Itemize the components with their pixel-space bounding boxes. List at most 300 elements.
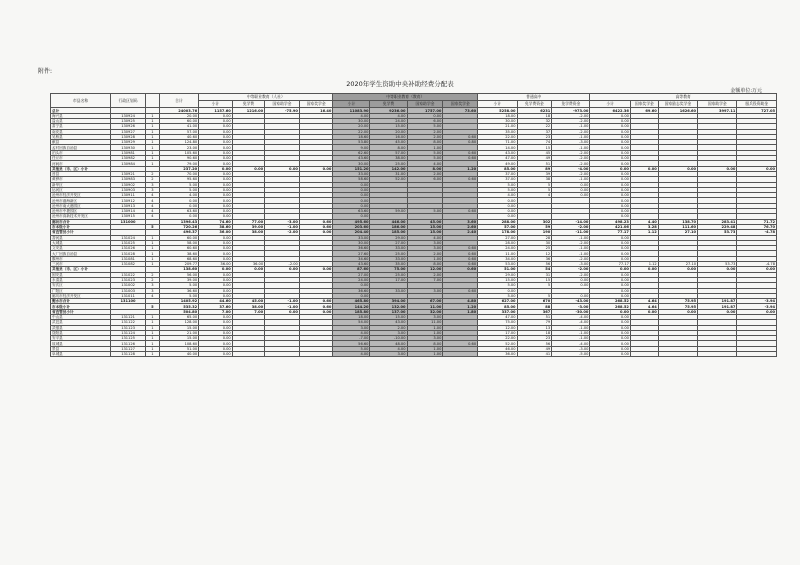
table-cell: 24.00: [370, 119, 407, 124]
table-cell: 0.00: [299, 267, 333, 272]
table-cell: 0.00: [232, 166, 264, 171]
table-cell: -75.90: [265, 108, 300, 113]
header-code: 行政区划码: [111, 94, 146, 108]
table-cell: 1: [145, 352, 159, 357]
table-cell: 运河区: [51, 187, 111, 192]
table-cell: 36.60: [333, 288, 370, 293]
table-cell: 6.00: [407, 119, 443, 124]
table-cell: 1: [145, 145, 159, 150]
table-cell: 0.60: [443, 288, 478, 293]
table-cell: 15: [517, 277, 552, 282]
table-cell: 0.00: [658, 309, 697, 314]
table-cell: -1.00: [552, 330, 590, 335]
table-cell: 1: [145, 256, 159, 261]
table-cell: 130915: [111, 214, 146, 219]
table-cell: 130914: [111, 209, 146, 214]
table-cell: 130984: [111, 161, 146, 166]
table-cell: 0.00: [590, 246, 631, 251]
table-cell: 18.00: [478, 113, 517, 118]
table-cell: 131003: [111, 288, 146, 293]
table-cell: -1.00: [552, 246, 590, 251]
table-cell: 0.00: [159, 203, 198, 208]
table-cell: 49: [517, 346, 552, 351]
table-cell: 献县: [51, 140, 111, 145]
table-cell: 1405.92: [159, 299, 198, 304]
table-cell: 5: [517, 187, 552, 192]
table-cell: 31: [517, 272, 552, 277]
table-cell: 15: [517, 145, 552, 150]
table-cell: 0.00: [199, 198, 233, 203]
table-cell: 41.00: [159, 124, 198, 129]
table-cell: 191.87: [698, 299, 737, 304]
table-cell: 5.00: [407, 156, 443, 161]
table-cell: 40.00: [159, 352, 198, 357]
table-cell: 0.00: [199, 124, 233, 129]
table-cell: 安次区: [51, 283, 111, 288]
table-cell: 76.70: [737, 224, 777, 229]
table-cell: 0.00: [630, 166, 658, 171]
table-cell: 504.80: [159, 309, 198, 314]
table-cell: 2.00: [407, 134, 443, 139]
table-cell: 1: [145, 150, 159, 155]
table-cell: 0.00: [737, 267, 777, 272]
table-cell: 22.00: [478, 336, 517, 341]
table-cell: 43.00: [478, 150, 517, 155]
table-cell: 36.00: [232, 262, 264, 267]
table-cell: 7.00: [407, 277, 443, 282]
table-cell: 68.60: [159, 256, 198, 261]
table-cell: 安平县: [51, 336, 111, 341]
table-cell: -10.00: [370, 336, 407, 341]
table-cell: 0.00: [590, 267, 631, 272]
table-cell: 95.60: [159, 177, 198, 182]
table-cell: 237.20: [159, 166, 198, 171]
table-cell: 30.00: [333, 240, 370, 245]
table-cell: 130921: [111, 171, 146, 176]
table-cell: 130983: [111, 177, 146, 182]
table-cell: 7.00: [232, 309, 264, 314]
table-cell: 18.60: [333, 134, 370, 139]
table-cell: 1.00: [407, 330, 443, 335]
table-cell: 0.00: [590, 134, 631, 139]
table-cell: 2.00: [407, 129, 443, 134]
table-cell: [299, 352, 333, 357]
table-cell: 1396.43: [159, 219, 198, 224]
table-cell: 4.64: [630, 304, 658, 309]
table-cell: 0.00: [199, 246, 233, 251]
table-cell: 15.00: [407, 224, 443, 229]
table-cell: 25: [517, 246, 552, 251]
table-cell: 0.00: [199, 235, 233, 240]
header-sub-9: 小计: [478, 101, 517, 108]
table-cell: 63.60: [333, 209, 370, 214]
table-cell: 25.00: [370, 161, 407, 166]
table-cell: 3.00: [407, 314, 443, 319]
table-cell: 75.00: [478, 320, 517, 325]
table-cell: 5.00: [478, 187, 517, 192]
table-cell: 0.00: [590, 293, 631, 298]
table-cell: 11.00: [407, 320, 443, 325]
table-cell: 晋县: [51, 171, 111, 176]
table-cell: -4.00: [552, 166, 590, 171]
table-cell: 130925: [111, 119, 146, 124]
table-cell: -2.00: [552, 113, 590, 118]
table-cell: -4.78: [737, 230, 777, 235]
table-cell: 44.60: [199, 299, 233, 304]
table-cell: 12.00: [407, 267, 443, 272]
table-cell: 1216.00: [232, 108, 264, 113]
table-cell: 22.00: [333, 129, 370, 134]
table-cell: 67.00: [407, 299, 443, 304]
table-cell: 廊坊市合计: [51, 219, 111, 224]
header-sub-6: 免学费: [370, 101, 407, 108]
table-cell: 32: [517, 119, 552, 124]
header-sub-7: 国家助学金: [407, 101, 443, 108]
table-cell: 38.00: [232, 304, 264, 309]
table-cell: 21.00: [159, 330, 198, 335]
table-cell: 0.60: [299, 299, 333, 304]
table-cell: -1.00: [552, 145, 590, 150]
table-cell: 18: [517, 113, 552, 118]
header-sub-15: 国家助学金: [698, 101, 737, 108]
table-cell: 1: [145, 134, 159, 139]
table-cell: -3.94: [737, 299, 777, 304]
table-cell: 0.00: [590, 140, 631, 145]
table-cell: -2.00: [552, 171, 590, 176]
table-cell: 498.23: [590, 219, 631, 224]
table-cell: 22: [517, 124, 552, 129]
table-cell: 130912: [111, 198, 146, 203]
table-cell: 0.00: [199, 272, 233, 277]
table-cell: 1: [145, 129, 159, 134]
table-cell: 11.00: [407, 304, 443, 309]
table-cell: 0.00: [199, 283, 233, 288]
table-cell: 0.00: [590, 171, 631, 176]
table-cell: 57.00: [478, 224, 517, 229]
table-cell: 0.00: [590, 198, 631, 203]
table-cell: -1.00: [552, 134, 590, 139]
table-cell: 59.00: [370, 209, 407, 214]
table-cell: 5.00: [407, 209, 443, 214]
table-cell: 5: [517, 293, 552, 298]
table-cell: 178.00: [478, 230, 517, 235]
table-cell: [265, 352, 300, 357]
table-cell: -14.00: [552, 219, 590, 224]
table-cell: 186.00: [370, 224, 407, 229]
table-cell: 24003.76: [159, 108, 198, 113]
attachment-label: 附件:: [38, 68, 53, 75]
table-cell: 0.00: [698, 166, 737, 171]
table-cell: 27.10: [658, 262, 697, 267]
table-cell: 45.00: [370, 140, 407, 145]
table-cell: 4.40: [630, 219, 658, 224]
table-cell: 33.00: [333, 235, 370, 240]
table-cell: 0.00: [478, 214, 517, 219]
table-cell: -2.00: [552, 224, 590, 229]
table-cell: -4.78: [737, 262, 777, 267]
table-cell: 0.00: [299, 309, 333, 314]
table-cell: 1.00: [407, 352, 443, 357]
table-cell: 38.00: [370, 156, 407, 161]
table-cell: 3.00: [407, 240, 443, 245]
table-cell: 0.00: [590, 251, 631, 256]
table-cell: 130903: [111, 187, 146, 192]
table-cell: 0.00: [590, 256, 631, 261]
table-cell: -2.00: [552, 150, 590, 155]
table-cell: 3.28: [630, 224, 658, 229]
table-cell: 0.00: [199, 171, 233, 176]
table-cell: 0.00: [199, 119, 233, 124]
table-cell: 0.00: [590, 277, 631, 282]
table-cell: 185.00: [370, 230, 407, 235]
table-cell: [443, 352, 478, 357]
table-cell: 4.00: [407, 235, 443, 240]
table-cell: 421.06: [590, 224, 631, 229]
table-cell: 4.00: [370, 346, 407, 351]
table-cell: -3.00: [552, 346, 590, 351]
table-cell: 77.17: [590, 230, 631, 235]
table-cell: 0.00: [199, 240, 233, 245]
table-cell: 市本级小计: [51, 224, 111, 229]
table-cell: 0.00: [590, 166, 631, 171]
table-cell: 0.00: [630, 267, 658, 272]
table-cell: 69.60: [630, 108, 658, 113]
table-cell: 0.00: [590, 330, 631, 335]
table-cell: 2: [145, 171, 159, 176]
table-cell: 大厂回族自治县: [51, 251, 111, 256]
table-cell: 0.00: [658, 267, 697, 272]
table-cell: 727.05: [737, 108, 777, 113]
table-cell: 37.60: [199, 304, 233, 309]
table-cell: -3.00: [552, 140, 590, 145]
table-cell: 0.00: [590, 320, 631, 325]
table-cell: 0.00: [590, 193, 631, 198]
table-cell: 沧州市经济开发区: [51, 193, 111, 198]
table-cell: 79.00: [159, 161, 198, 166]
table-cell: 3.00: [333, 325, 370, 330]
table-cell: 132.00: [370, 304, 407, 309]
table-cell: 56: [517, 262, 552, 267]
table-cell: 79: [517, 320, 552, 325]
table-cell: 1: [145, 240, 159, 245]
table-cell: 131011: [111, 293, 146, 298]
table-cell: 泊头市: [51, 150, 111, 155]
table-cell: 0.00: [199, 288, 233, 293]
table-cell: 131081: [111, 256, 146, 261]
table-cell: 31.00: [370, 171, 407, 176]
table-cell: 0.00: [199, 113, 233, 118]
table-cell: 2: [145, 177, 159, 182]
table-cell: 4.00: [478, 193, 517, 198]
table-cell: 58.00: [159, 240, 198, 245]
table-cell: 25.00: [370, 272, 407, 277]
table-cell: 沧州市高新技术开发区: [51, 214, 111, 219]
table-cell: 0.60: [443, 150, 478, 155]
table-cell: 5.00: [159, 293, 198, 298]
table-cell: 337.00: [478, 309, 517, 314]
table-cell: 1.00: [407, 346, 443, 351]
table-cell: 省直管县小计: [51, 230, 111, 235]
table-cell: 0.00: [199, 150, 233, 155]
table-cell: 48.00: [370, 341, 407, 346]
table-cell: 108.60: [159, 341, 198, 346]
table-cell: 5.00: [407, 124, 443, 129]
header-sub-10: 免学费资金: [517, 101, 552, 108]
table-cell: 25.00: [370, 251, 407, 256]
table-cell: 131122: [111, 320, 146, 325]
table-cell: -4.00: [552, 341, 590, 346]
table-cell: 130913: [111, 203, 146, 208]
table-cell: 33.00: [370, 288, 407, 293]
table-cell: 0.00: [590, 182, 631, 187]
table-cell: 30.00: [333, 119, 370, 124]
table-cell: 47.00: [478, 156, 517, 161]
header-general-high: 普通高中: [478, 94, 590, 101]
table-cell: 0.00: [333, 293, 370, 298]
table-cell: 0.00: [552, 277, 590, 282]
table-cell: 35.00: [370, 262, 407, 267]
table-cell: 49: [517, 156, 552, 161]
table-cell: -2.00: [552, 256, 590, 261]
table-cell: 131000: [111, 219, 146, 224]
header-sub-5: 小计: [333, 101, 370, 108]
table-cell: 大城县: [51, 240, 111, 245]
table-cell: 63.60: [159, 209, 198, 214]
table-cell: 0.60: [443, 267, 478, 272]
table-cell: 131002: [111, 283, 146, 288]
table-cell: 0.60: [299, 304, 333, 309]
table-cell: 省直管县小计: [51, 309, 111, 314]
table-cell: 28: [517, 235, 552, 240]
table-cell: 1: [145, 251, 159, 256]
table-cell: 0.00: [199, 145, 233, 150]
table-cell: 137.00: [370, 309, 407, 314]
table-cell: 131022: [111, 272, 146, 277]
table-cell: 670: [517, 299, 552, 304]
table-cell: 16.00: [370, 134, 407, 139]
table-cell: 465.80: [333, 299, 370, 304]
table-cell: 0.00: [698, 267, 737, 272]
table-cell: 131126: [111, 341, 146, 346]
table-cell: -11.00: [552, 230, 590, 235]
table-cell: 景县: [51, 346, 111, 351]
table-cell: 56.00: [159, 272, 198, 277]
table-cell: 12.00: [478, 325, 517, 330]
table-cell: 29.00: [370, 235, 407, 240]
table-cell: 60.00: [159, 235, 198, 240]
table-cell: 5: [517, 182, 552, 187]
table-cell: 130902: [111, 182, 146, 187]
table-cell: 627.00: [478, 299, 517, 304]
table-cell: 1: [145, 124, 159, 129]
table-cell: 9.00: [333, 145, 370, 150]
table-cell: 0.00: [590, 156, 631, 161]
table-cell: 1626.60: [658, 108, 697, 113]
table-cell: 15.00: [159, 325, 198, 330]
header-secondary-hr: 中等职业教育（人社）: [199, 94, 333, 101]
table-cell: 5: [145, 224, 159, 229]
table-cell: 36.60: [159, 288, 198, 293]
table-cell: 0.00: [590, 288, 631, 293]
table-cell: 24.00: [333, 277, 370, 282]
table-cell: 5: [517, 283, 552, 288]
table-cell: 0.00: [590, 203, 631, 208]
table-cell: 5.00: [159, 187, 198, 192]
table-cell: 88: [517, 304, 552, 309]
table-cell: 5.00: [159, 283, 198, 288]
table-cell: -1.00: [552, 251, 590, 256]
table-cell: 496.37: [159, 230, 198, 235]
table-cell: 288.00: [478, 219, 517, 224]
table-cell: 131024: [111, 235, 146, 240]
table-cell: 5.00: [478, 182, 517, 187]
table-cell: 24.00: [478, 246, 517, 251]
table-cell: 1.12: [630, 262, 658, 267]
table-cell: 14.00: [478, 145, 517, 150]
table-cell: -1.00: [552, 325, 590, 330]
table-cell: 市本级小计: [51, 304, 111, 309]
table-cell: 85.00: [478, 166, 517, 171]
table-cell: 0.00: [590, 214, 631, 219]
table-cell: 59: [517, 224, 552, 229]
table-cell: 3.00: [407, 336, 443, 341]
table-cell: 0.00: [199, 330, 233, 335]
table-cell: 446.00: [370, 219, 407, 224]
table-cell: 5.00: [478, 293, 517, 298]
table-cell: 15.00: [370, 314, 407, 319]
table-cell: 144.20: [333, 304, 370, 309]
table-cell: 固安县: [51, 272, 111, 277]
table-cell: 1: [145, 140, 159, 145]
table-cell: -1.00: [265, 299, 300, 304]
table-cell: 131028: [111, 251, 146, 256]
table-cell: 36.00: [199, 230, 233, 235]
table-cell: 0.00: [590, 209, 631, 214]
table-cell: 49.00: [478, 161, 517, 166]
table-cell: 43.60: [333, 156, 370, 161]
table-cell: 故城县: [51, 341, 111, 346]
table-cell: 0.00: [590, 341, 631, 346]
table-cell: -7.00: [333, 336, 370, 341]
table-cell: 85.00: [478, 304, 517, 309]
table-cell: 6231: [517, 108, 552, 113]
table-cell: 2.00: [407, 171, 443, 176]
table-cell: 南皮县: [51, 129, 111, 134]
table-cell: 4: [145, 198, 159, 203]
table-cell: 0.60: [299, 224, 333, 229]
table-cell: [630, 352, 658, 357]
table-cell: 0.00: [478, 288, 517, 293]
table-cell: -4.00: [552, 320, 590, 325]
table-cell: 27.00: [370, 240, 407, 245]
header-higher: 高等教育: [590, 94, 777, 101]
table-cell: 0.80: [443, 140, 478, 145]
table-cell: 3: [145, 182, 159, 187]
table-cell: 0.00: [590, 177, 631, 182]
table-cell: 4: [145, 293, 159, 298]
table-cell: 60.60: [159, 246, 198, 251]
table-cell: 20.00: [159, 113, 198, 118]
table-cell: 209.77: [159, 262, 198, 267]
table-cell: 1: [145, 330, 159, 335]
table-cell: 0.60: [443, 134, 478, 139]
table-cell: 23: [517, 134, 552, 139]
table-cell: 394.00: [370, 299, 407, 304]
table-cell: 535.32: [159, 304, 198, 309]
table-cell: 0.00: [590, 161, 631, 166]
table-cell: 34.00: [478, 256, 517, 261]
table-cell: 38.60: [199, 224, 233, 229]
